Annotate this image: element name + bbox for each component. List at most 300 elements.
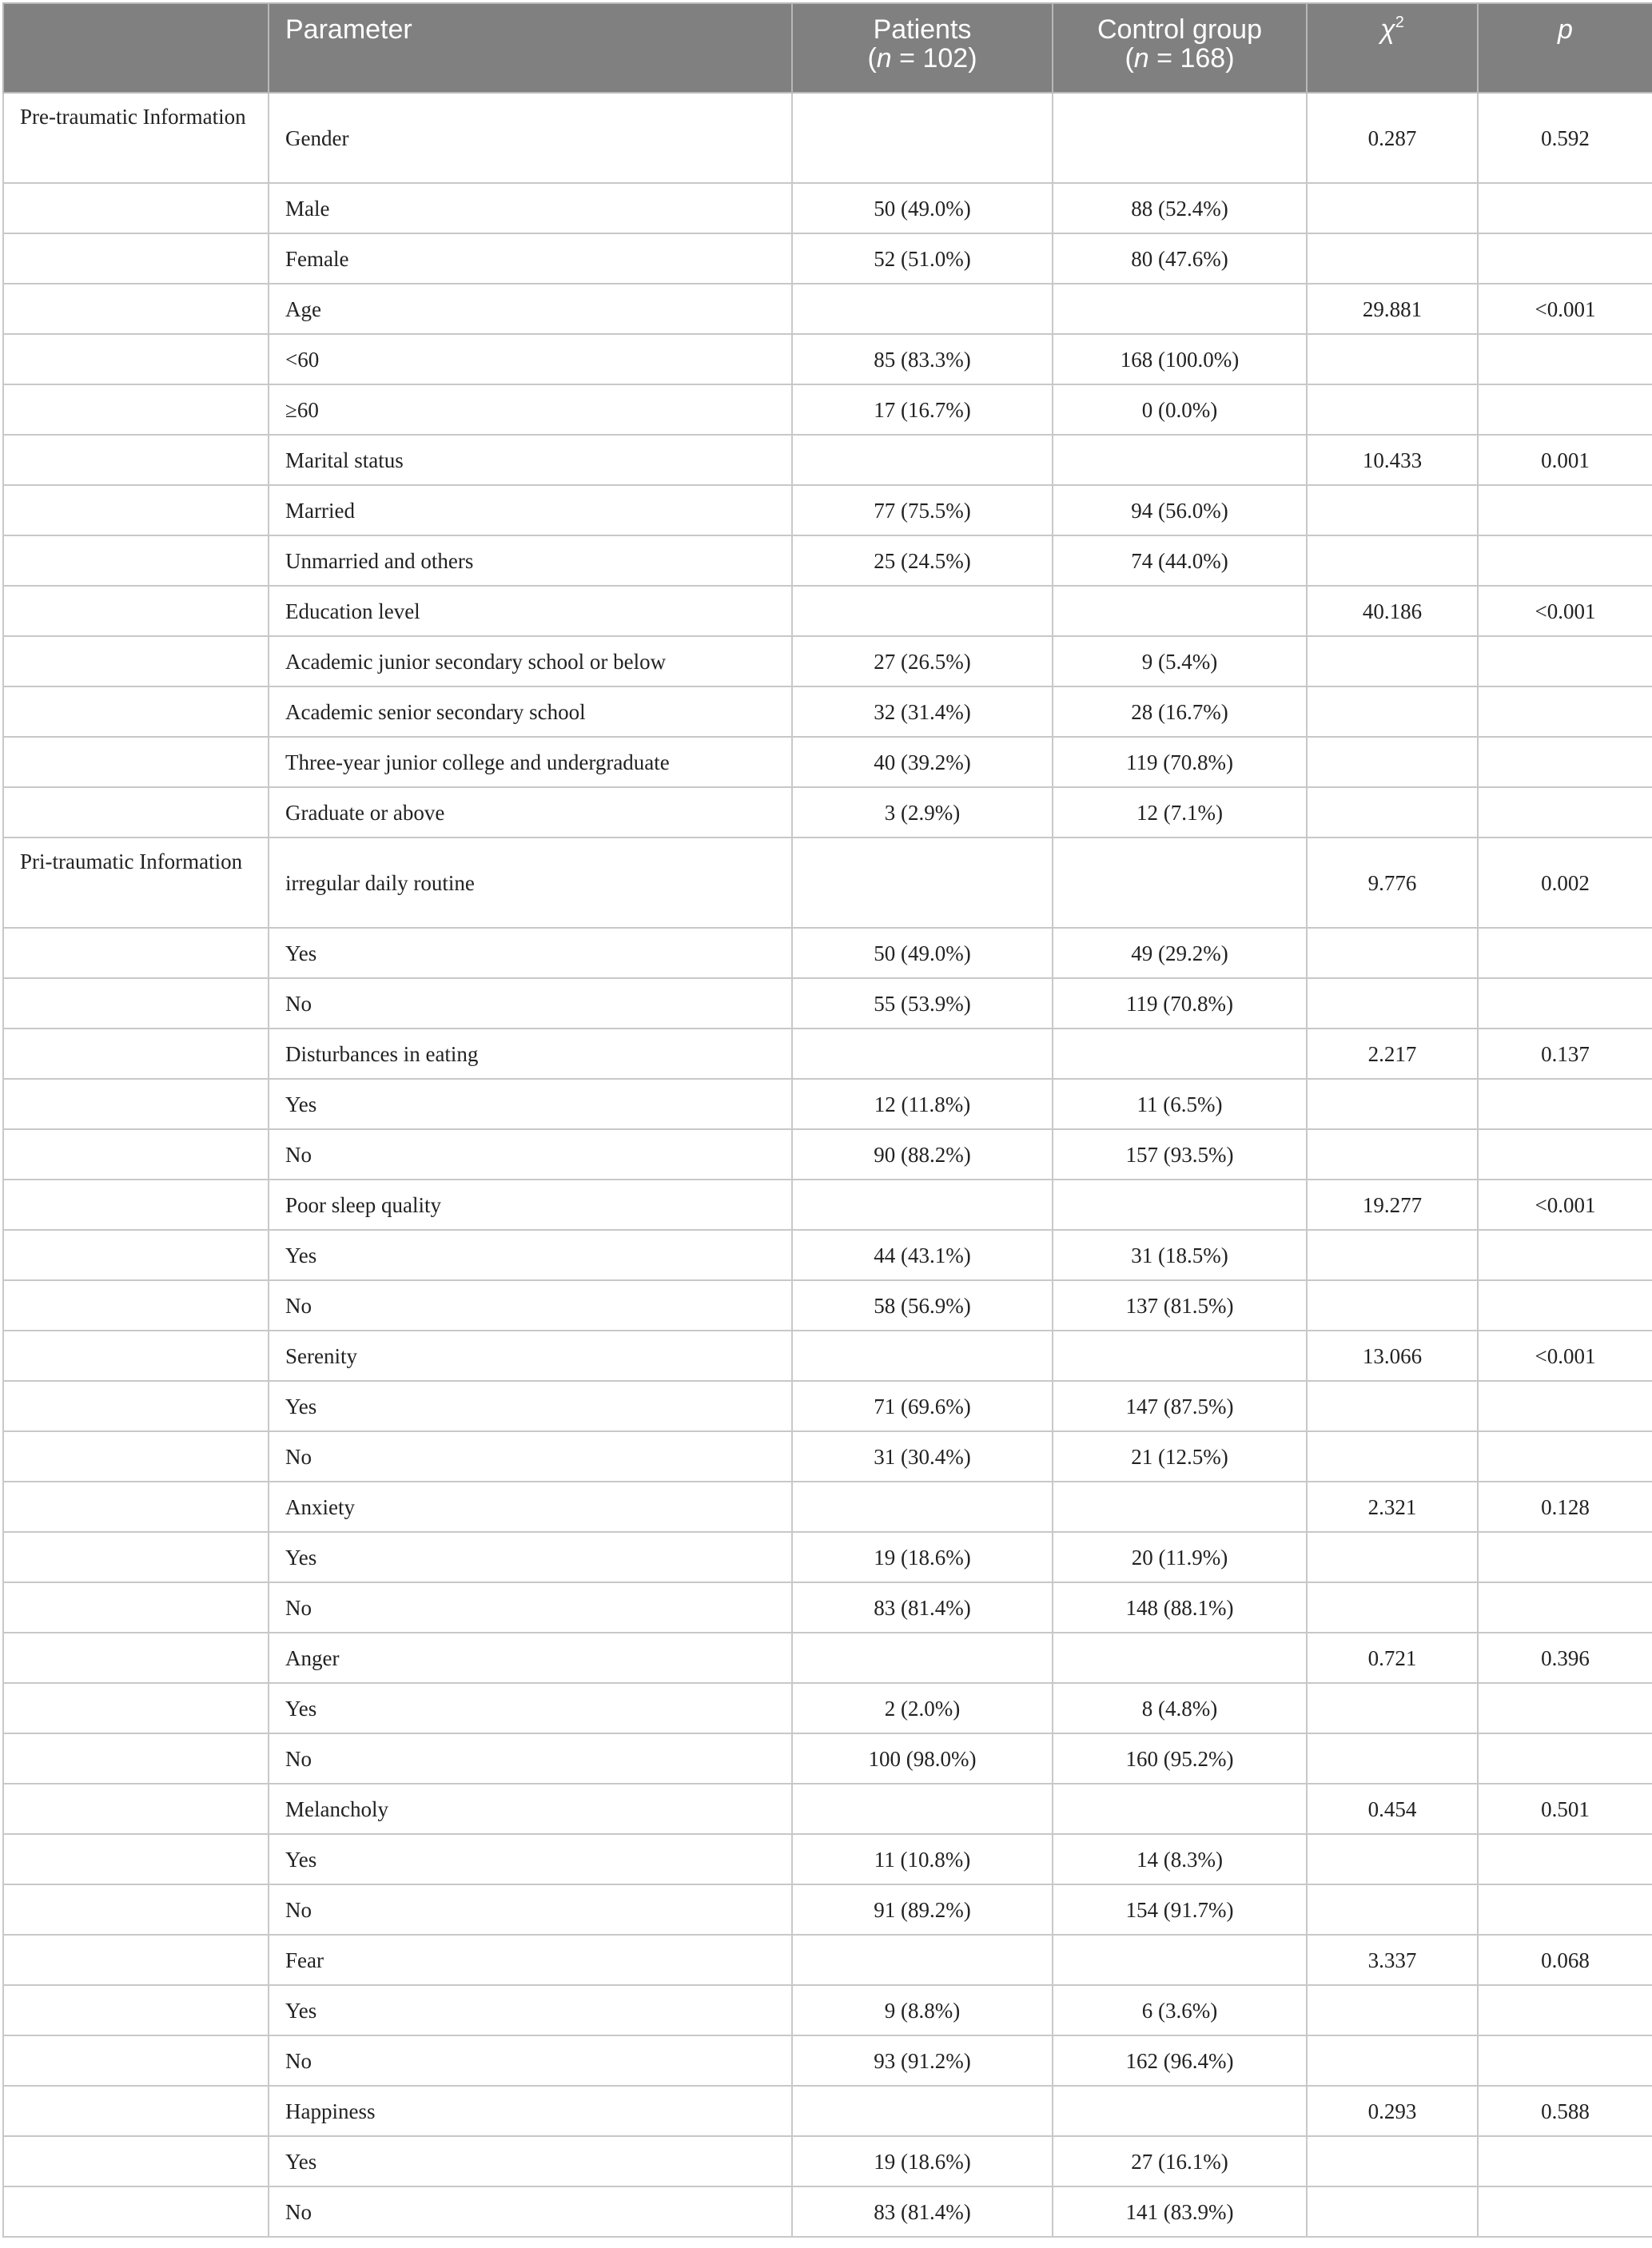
control-cell: 9 (5.4%) — [1053, 636, 1307, 686]
patients-cell: 71 (69.6%) — [792, 1381, 1053, 1431]
patients-cell: 27 (26.5%) — [792, 636, 1053, 686]
parameter-cell: No — [269, 1129, 792, 1180]
chi2-cell — [1307, 636, 1478, 686]
control-cell — [1053, 284, 1307, 334]
patients-cell: 11 (10.8%) — [792, 1834, 1053, 1884]
section-cell — [3, 1079, 269, 1129]
header-control-label: Control group — [1097, 14, 1262, 45]
table-row — [3, 2035, 1652, 2086]
control-cell — [1053, 1633, 1307, 1683]
control-cell: 141 (83.9%) — [1053, 2186, 1307, 2237]
control-cell: 147 (87.5%) — [1053, 1381, 1307, 1431]
chi2-cell — [1307, 1733, 1478, 1784]
header-control-n-var: n — [1133, 43, 1149, 74]
table-row — [3, 1733, 1652, 1784]
parameter-cell: Happiness — [269, 2086, 792, 2136]
patients-cell: 19 (18.6%) — [792, 1532, 1053, 1582]
patients-cell: 90 (88.2%) — [792, 1129, 1053, 1180]
table-row — [3, 1280, 1652, 1331]
control-cell: 148 (88.1%) — [1053, 1582, 1307, 1633]
control-cell: 74 (44.0%) — [1053, 535, 1307, 586]
chi2-cell — [1307, 2035, 1478, 2086]
control-cell: 119 (70.8%) — [1053, 978, 1307, 1029]
p-value-cell — [1478, 686, 1652, 737]
parameter-cell: No — [269, 1733, 792, 1784]
control-cell: 31 (18.5%) — [1053, 1230, 1307, 1280]
parameter-cell: Academic junior secondary school or below — [269, 636, 792, 686]
parameter-cell: No — [269, 1884, 792, 1935]
p-value-cell — [1478, 233, 1652, 284]
chi2-cell — [1307, 737, 1478, 787]
p-value-cell — [1478, 485, 1652, 535]
table-row — [3, 1381, 1652, 1431]
chi2-cell — [1307, 1431, 1478, 1482]
table-row — [3, 928, 1652, 978]
patients-cell: 12 (11.8%) — [792, 1079, 1053, 1129]
control-cell: 137 (81.5%) — [1053, 1280, 1307, 1331]
parameter-cell: Three-year junior college and undergraduate — [269, 737, 792, 787]
p-value-cell — [1478, 1582, 1652, 1633]
chi2-cell — [1307, 1129, 1478, 1180]
patients-cell: 50 (49.0%) — [792, 183, 1053, 233]
control-cell: 8 (4.8%) — [1053, 1683, 1307, 1733]
p-value-cell — [1478, 1683, 1652, 1733]
control-cell — [1053, 838, 1307, 928]
chi2-cell — [1307, 1230, 1478, 1280]
p-value-cell — [1478, 1985, 1652, 2035]
control-cell: 12 (7.1%) — [1053, 787, 1307, 838]
p-value-cell — [1478, 1884, 1652, 1935]
parameter-cell: Gender — [269, 93, 792, 183]
table-row — [3, 1230, 1652, 1280]
section-cell — [3, 1935, 269, 1985]
table-body — [3, 93, 1652, 2237]
control-cell — [1053, 1180, 1307, 1230]
table-row — [3, 284, 1652, 334]
section-cell — [3, 2186, 269, 2237]
chi2-cell: 0.721 — [1307, 1633, 1478, 1683]
control-cell: 157 (93.5%) — [1053, 1129, 1307, 1180]
patients-cell: 25 (24.5%) — [792, 535, 1053, 586]
section-cell — [3, 233, 269, 284]
header-control — [1053, 3, 1307, 93]
patients-cell: 77 (75.5%) — [792, 485, 1053, 535]
section-cell — [3, 334, 269, 384]
chi2-cell: 40.186 — [1307, 586, 1478, 636]
section-cell — [3, 284, 269, 334]
patients-cell — [792, 93, 1053, 183]
p-value-cell: 0.001 — [1478, 435, 1652, 485]
section-cell — [3, 1683, 269, 1733]
header-p-label: p — [1558, 14, 1573, 45]
table-row — [3, 334, 1652, 384]
header-patients-n-open: ( — [867, 43, 877, 74]
parameter-cell: Marital status — [269, 435, 792, 485]
control-cell: 154 (91.7%) — [1053, 1884, 1307, 1935]
control-cell: 162 (96.4%) — [1053, 2035, 1307, 2086]
parameter-cell: Education level — [269, 586, 792, 636]
table-row — [3, 435, 1652, 485]
p-value-cell — [1478, 334, 1652, 384]
parameter-cell: irregular daily routine — [269, 838, 792, 928]
chi2-cell — [1307, 1834, 1478, 1884]
p-value-cell — [1478, 2035, 1652, 2086]
table-row — [3, 2086, 1652, 2136]
section-cell: Pri-traumatic Information — [3, 838, 269, 928]
control-cell: 0 (0.0%) — [1053, 384, 1307, 435]
patients-cell — [792, 838, 1053, 928]
header-chi-symbol: χ — [1380, 14, 1395, 45]
chi2-cell — [1307, 1079, 1478, 1129]
table-row — [3, 686, 1652, 737]
section-cell — [3, 737, 269, 787]
parameter-cell: Yes — [269, 1683, 792, 1733]
table-row — [3, 1431, 1652, 1482]
patients-cell: 85 (83.3%) — [792, 334, 1053, 384]
parameter-cell: Yes — [269, 1079, 792, 1129]
chi2-cell: 9.776 — [1307, 838, 1478, 928]
chi2-cell — [1307, 1532, 1478, 1582]
control-cell: 49 (29.2%) — [1053, 928, 1307, 978]
chi2-cell — [1307, 384, 1478, 435]
chi2-cell: 0.287 — [1307, 93, 1478, 183]
section-cell — [3, 1884, 269, 1935]
patients-cell: 55 (53.9%) — [792, 978, 1053, 1029]
p-value-cell — [1478, 1129, 1652, 1180]
p-value-cell — [1478, 787, 1652, 838]
data-table — [2, 2, 1652, 2238]
chi2-cell — [1307, 485, 1478, 535]
patients-cell: 83 (81.4%) — [792, 2186, 1053, 2237]
table-row — [3, 1683, 1652, 1733]
control-cell: 160 (95.2%) — [1053, 1733, 1307, 1784]
patients-cell — [792, 1180, 1053, 1230]
chi2-cell — [1307, 978, 1478, 1029]
chi2-cell: 13.066 — [1307, 1331, 1478, 1381]
control-cell: 28 (16.7%) — [1053, 686, 1307, 737]
table-row — [3, 1784, 1652, 1834]
header-parameter — [269, 3, 792, 93]
parameter-cell: Poor sleep quality — [269, 1180, 792, 1230]
section-cell — [3, 1029, 269, 1079]
table-row — [3, 737, 1652, 787]
patients-cell: 91 (89.2%) — [792, 1884, 1053, 1935]
p-value-cell — [1478, 2186, 1652, 2237]
section-cell — [3, 1381, 269, 1431]
patients-cell: 9 (8.8%) — [792, 1985, 1053, 2035]
parameter-cell: Academic senior secondary school — [269, 686, 792, 737]
parameter-cell: Married — [269, 485, 792, 535]
chi2-cell: 3.337 — [1307, 1935, 1478, 1985]
section-cell — [3, 535, 269, 586]
table-row — [3, 978, 1652, 1029]
section-cell — [3, 787, 269, 838]
control-cell: 88 (52.4%) — [1053, 183, 1307, 233]
header-control-n-value: = 168) — [1148, 43, 1235, 74]
control-cell — [1053, 2086, 1307, 2136]
p-value-cell — [1478, 1834, 1652, 1884]
patients-cell: 58 (56.9%) — [792, 1280, 1053, 1331]
section-cell — [3, 1482, 269, 1532]
parameter-cell: Graduate or above — [269, 787, 792, 838]
parameter-cell: Yes — [269, 928, 792, 978]
section-cell — [3, 928, 269, 978]
patients-cell — [792, 1633, 1053, 1683]
patients-cell: 19 (18.6%) — [792, 2136, 1053, 2186]
parameter-cell: <60 — [269, 334, 792, 384]
p-value-cell — [1478, 1381, 1652, 1431]
table-row — [3, 183, 1652, 233]
control-cell — [1053, 1935, 1307, 1985]
control-cell: 27 (16.1%) — [1053, 2136, 1307, 2186]
chi2-cell — [1307, 233, 1478, 284]
control-cell — [1053, 1331, 1307, 1381]
section-cell — [3, 686, 269, 737]
patients-cell: 32 (31.4%) — [792, 686, 1053, 737]
section-cell — [3, 586, 269, 636]
table-row — [3, 1482, 1652, 1532]
table-row — [3, 636, 1652, 686]
p-value-cell: 0.592 — [1478, 93, 1652, 183]
header-chi2 — [1307, 3, 1478, 93]
parameter-cell: Anger — [269, 1633, 792, 1683]
table-row — [3, 1180, 1652, 1230]
parameter-cell: No — [269, 978, 792, 1029]
parameter-cell: Melancholy — [269, 1784, 792, 1834]
table-row — [3, 535, 1652, 586]
patients-cell — [792, 284, 1053, 334]
section-cell — [3, 485, 269, 535]
parameter-cell: Male — [269, 183, 792, 233]
table-row — [3, 384, 1652, 435]
patients-cell — [792, 1784, 1053, 1834]
table-row — [3, 1532, 1652, 1582]
section-cell — [3, 1280, 269, 1331]
p-value-cell: 0.396 — [1478, 1633, 1652, 1683]
header-control-n-open: ( — [1125, 43, 1134, 74]
parameter-cell: Unmarried and others — [269, 535, 792, 586]
table-row — [3, 485, 1652, 535]
p-value-cell — [1478, 2136, 1652, 2186]
section-cell — [3, 183, 269, 233]
parameter-cell: Yes — [269, 1532, 792, 1582]
parameter-cell: No — [269, 1280, 792, 1331]
p-value-cell — [1478, 636, 1652, 686]
header-section — [3, 3, 269, 93]
control-cell — [1053, 1029, 1307, 1079]
control-cell — [1053, 93, 1307, 183]
header-parameter-label: Parameter — [285, 14, 412, 45]
chi2-cell: 29.881 — [1307, 284, 1478, 334]
parameter-cell: Fear — [269, 1935, 792, 1985]
chi2-cell — [1307, 1985, 1478, 2035]
chi2-cell — [1307, 535, 1478, 586]
chi2-cell — [1307, 334, 1478, 384]
parameter-cell: ≥60 — [269, 384, 792, 435]
chi2-cell — [1307, 1582, 1478, 1633]
patients-cell — [792, 1935, 1053, 1985]
section-cell — [3, 1129, 269, 1180]
chi2-cell — [1307, 1280, 1478, 1331]
header-p — [1478, 3, 1652, 93]
table-row — [3, 586, 1652, 636]
p-value-cell — [1478, 384, 1652, 435]
table-row — [3, 1029, 1652, 1079]
patients-cell: 44 (43.1%) — [792, 1230, 1053, 1280]
section-cell: Pre-traumatic Information — [3, 93, 269, 183]
control-cell: 6 (3.6%) — [1053, 1985, 1307, 2035]
p-value-cell — [1478, 737, 1652, 787]
control-cell: 20 (11.9%) — [1053, 1532, 1307, 1582]
header-chi-superscript: 2 — [1395, 14, 1404, 31]
p-value-cell — [1478, 928, 1652, 978]
patients-cell: 100 (98.0%) — [792, 1733, 1053, 1784]
chi2-cell: 10.433 — [1307, 435, 1478, 485]
section-cell — [3, 1230, 269, 1280]
patients-cell: 83 (81.4%) — [792, 1582, 1053, 1633]
table-row — [3, 1129, 1652, 1180]
table-row — [3, 1633, 1652, 1683]
table-row — [3, 1985, 1652, 2035]
section-cell — [3, 2136, 269, 2186]
control-cell — [1053, 586, 1307, 636]
section-cell — [3, 1582, 269, 1633]
chi2-cell — [1307, 1683, 1478, 1733]
chi2-cell — [1307, 1381, 1478, 1431]
parameter-cell: No — [269, 2035, 792, 2086]
p-value-cell — [1478, 1733, 1652, 1784]
p-value-cell: 0.128 — [1478, 1482, 1652, 1532]
p-value-cell: 0.137 — [1478, 1029, 1652, 1079]
patients-cell — [792, 1331, 1053, 1381]
parameter-cell: No — [269, 1431, 792, 1482]
chi2-cell: 0.293 — [1307, 2086, 1478, 2136]
chi2-cell — [1307, 686, 1478, 737]
chi2-cell — [1307, 928, 1478, 978]
parameter-cell: Yes — [269, 1985, 792, 2035]
section-cell — [3, 1180, 269, 1230]
control-cell: 11 (6.5%) — [1053, 1079, 1307, 1129]
chi2-cell: 2.217 — [1307, 1029, 1478, 1079]
p-value-cell: <0.001 — [1478, 1331, 1652, 1381]
chi2-cell — [1307, 2136, 1478, 2186]
patients-cell: 31 (30.4%) — [792, 1431, 1053, 1482]
header-patients — [792, 3, 1053, 93]
parameter-cell: Yes — [269, 1834, 792, 1884]
p-value-cell — [1478, 978, 1652, 1029]
parameter-cell: Serenity — [269, 1331, 792, 1381]
chi2-cell — [1307, 1884, 1478, 1935]
section-cell — [3, 1633, 269, 1683]
chi2-cell: 19.277 — [1307, 1180, 1478, 1230]
patients-cell — [792, 2086, 1053, 2136]
section-cell — [3, 1985, 269, 2035]
p-value-cell — [1478, 1532, 1652, 1582]
parameter-cell: Anxiety — [269, 1482, 792, 1532]
chi2-cell: 2.321 — [1307, 1482, 1478, 1532]
p-value-cell: 0.002 — [1478, 838, 1652, 928]
patients-cell: 3 (2.9%) — [792, 787, 1053, 838]
chi2-cell: 0.454 — [1307, 1784, 1478, 1834]
control-cell — [1053, 1784, 1307, 1834]
p-value-cell: <0.001 — [1478, 1180, 1652, 1230]
patients-cell — [792, 435, 1053, 485]
p-value-cell — [1478, 535, 1652, 586]
p-value-cell: <0.001 — [1478, 586, 1652, 636]
table-row — [3, 1331, 1652, 1381]
table-row — [3, 838, 1652, 928]
parameter-cell: Yes — [269, 1381, 792, 1431]
patients-cell: 2 (2.0%) — [792, 1683, 1053, 1733]
header-patients-label: Patients — [873, 14, 972, 45]
section-cell — [3, 1784, 269, 1834]
control-cell: 119 (70.8%) — [1053, 737, 1307, 787]
table-row — [3, 2136, 1652, 2186]
section-cell — [3, 2086, 269, 2136]
p-value-cell — [1478, 1230, 1652, 1280]
chi2-cell — [1307, 2186, 1478, 2237]
table-row — [3, 1079, 1652, 1129]
table-row — [3, 2186, 1652, 2237]
p-value-cell — [1478, 1079, 1652, 1129]
section-cell — [3, 1532, 269, 1582]
patients-cell — [792, 1029, 1053, 1079]
p-value-cell: <0.001 — [1478, 284, 1652, 334]
parameter-cell: No — [269, 1582, 792, 1633]
table-row — [3, 93, 1652, 183]
header-row — [3, 3, 1652, 93]
p-value-cell — [1478, 1431, 1652, 1482]
control-cell: 21 (12.5%) — [1053, 1431, 1307, 1482]
section-cell — [3, 1431, 269, 1482]
table-row — [3, 1582, 1652, 1633]
table-row — [3, 787, 1652, 838]
parameter-cell: Yes — [269, 2136, 792, 2186]
table-row — [3, 1834, 1652, 1884]
control-cell: 14 (8.3%) — [1053, 1834, 1307, 1884]
table-row — [3, 1884, 1652, 1935]
section-cell — [3, 2035, 269, 2086]
section-cell — [3, 1331, 269, 1381]
patients-cell: 40 (39.2%) — [792, 737, 1053, 787]
section-cell — [3, 636, 269, 686]
parameter-cell: No — [269, 2186, 792, 2237]
parameter-cell: Female — [269, 233, 792, 284]
p-value-cell: 0.588 — [1478, 2086, 1652, 2136]
p-value-cell: 0.068 — [1478, 1935, 1652, 1985]
patients-cell: 17 (16.7%) — [792, 384, 1053, 435]
section-cell — [3, 435, 269, 485]
header-patients-n-value: = 102) — [891, 43, 977, 74]
chi2-cell — [1307, 183, 1478, 233]
p-value-cell: 0.501 — [1478, 1784, 1652, 1834]
section-cell — [3, 1733, 269, 1784]
table-row — [3, 1935, 1652, 1985]
control-cell — [1053, 1482, 1307, 1532]
control-cell: 94 (56.0%) — [1053, 485, 1307, 535]
parameter-cell: Age — [269, 284, 792, 334]
patients-cell: 52 (51.0%) — [792, 233, 1053, 284]
table-header — [3, 3, 1652, 93]
chi2-cell — [1307, 787, 1478, 838]
section-cell — [3, 384, 269, 435]
table-row — [3, 233, 1652, 284]
control-cell: 80 (47.6%) — [1053, 233, 1307, 284]
section-cell — [3, 978, 269, 1029]
header-patients-n-var: n — [876, 43, 892, 74]
patients-cell: 93 (91.2%) — [792, 2035, 1053, 2086]
control-cell: 168 (100.0%) — [1053, 334, 1307, 384]
